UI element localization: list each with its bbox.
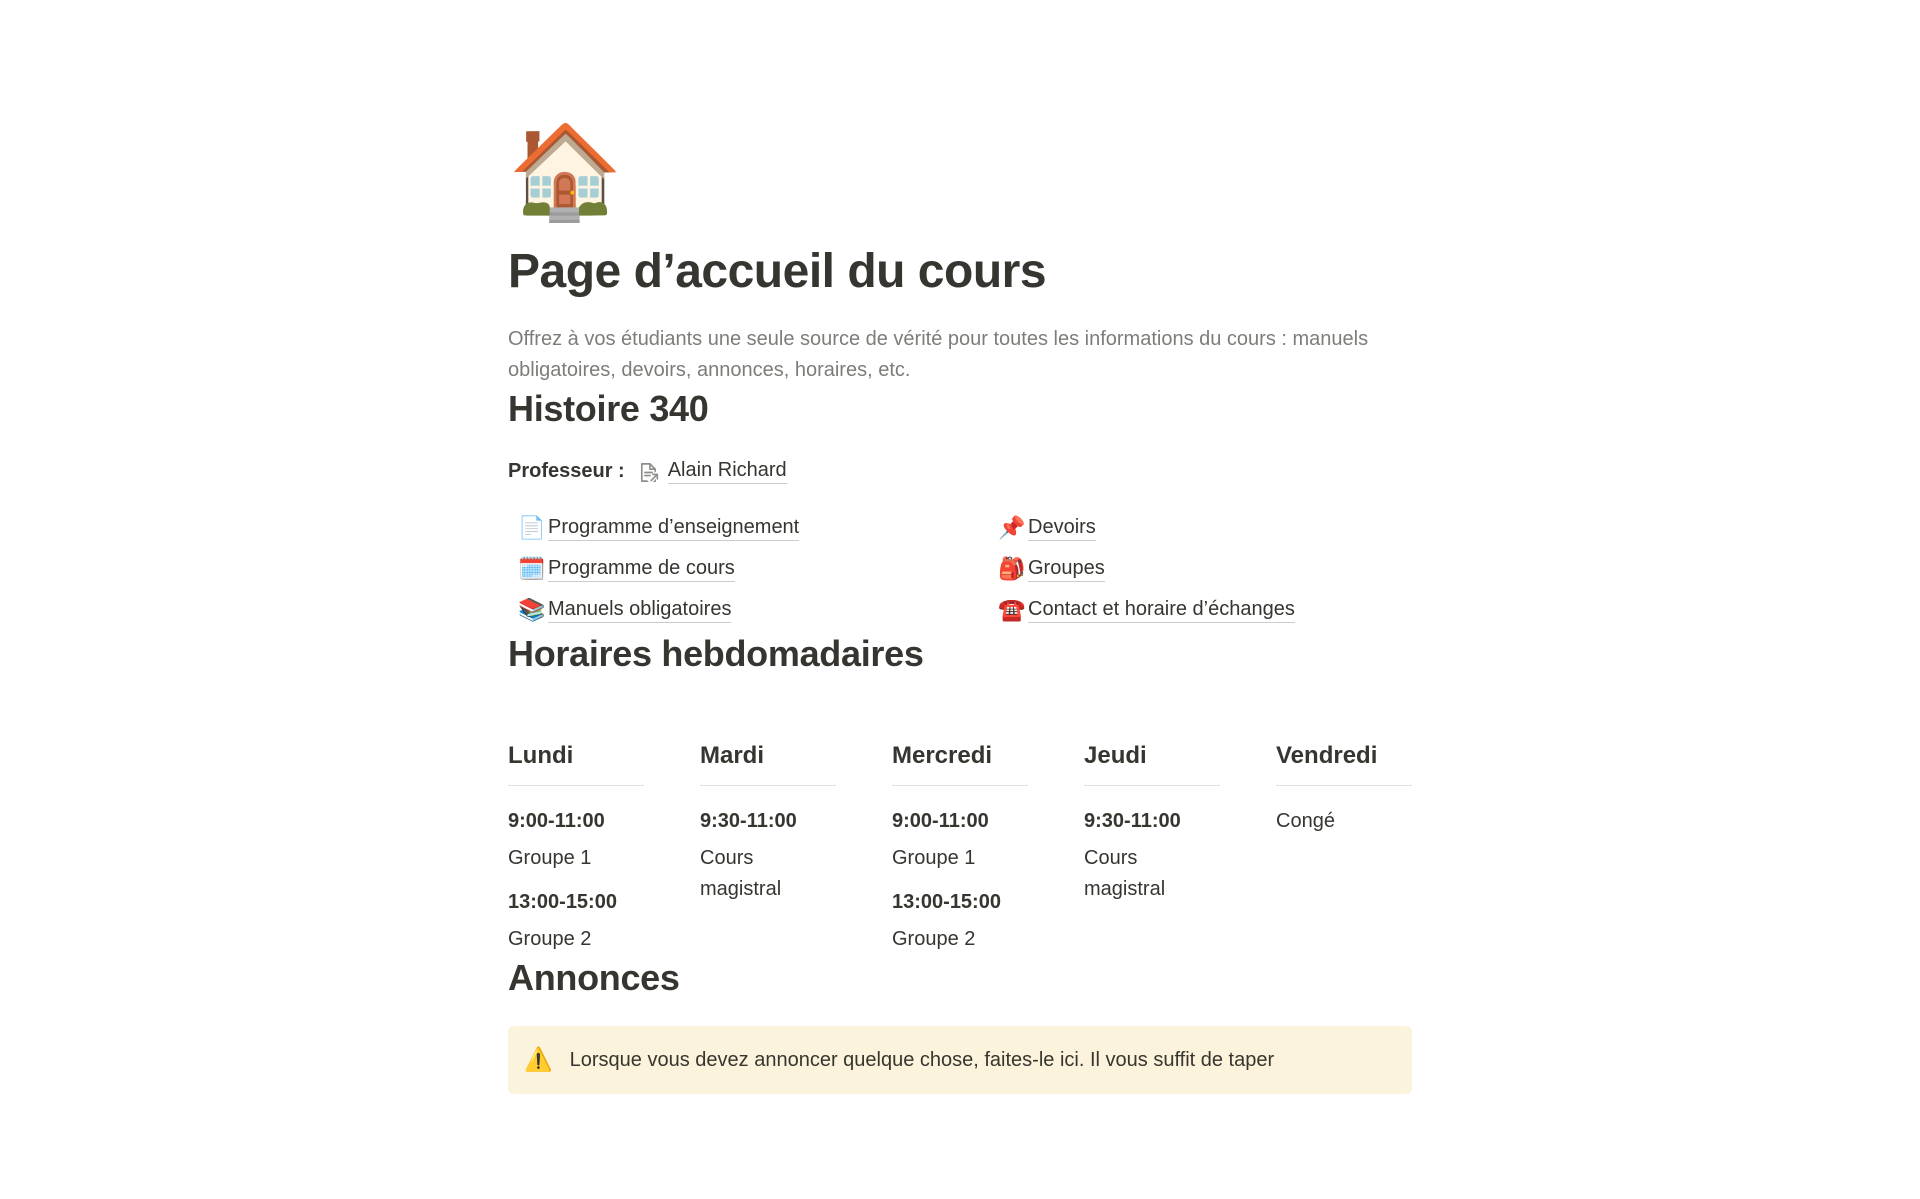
- groupes-link[interactable]: Groupes: [1028, 557, 1105, 582]
- devoirs-link[interactable]: Devoirs: [1028, 516, 1096, 541]
- schedule-slot: [892, 889, 1028, 955]
- link-row-programme-enseignement: [518, 508, 932, 549]
- slot-time: 9:30-11:00: [1084, 809, 1181, 832]
- announcement-callout: [508, 1026, 1412, 1094]
- page-facing-up-icon: 📄: [518, 515, 546, 541]
- slot-time: 13:00-15:00: [508, 890, 617, 913]
- schedule-slot: [892, 808, 1028, 874]
- link-row-programme-cours: [518, 549, 932, 590]
- telephone-icon: ☎️: [998, 597, 1026, 623]
- professor-label: Professeur :: [508, 459, 625, 482]
- books-icon: 📚: [518, 597, 546, 623]
- day-name: Jeudi: [1084, 741, 1147, 769]
- slot-time: 9:30-11:00: [700, 809, 797, 832]
- slot-time: 9:00-11:00: [892, 809, 989, 832]
- day-column-jeudi: [1084, 740, 1220, 955]
- announcements-heading: Annonces: [508, 956, 680, 998]
- link-row-contact: [998, 590, 1412, 631]
- spiral-calendar-icon: 🗓️: [518, 556, 546, 582]
- notion-page: [508, 0, 1412, 1094]
- slot-label: Congé: [1276, 809, 1335, 832]
- professor-line: [508, 459, 1412, 484]
- pushpin-icon: 📌: [998, 515, 1026, 541]
- day-column-mardi: [700, 740, 836, 955]
- course-links-left-column: [508, 508, 932, 631]
- schedule-slot: [700, 808, 836, 905]
- day-column-vendredi: [1276, 740, 1412, 955]
- link-row-manuels: [518, 590, 932, 631]
- house-emoji-page-icon[interactable]: 🏠: [508, 121, 623, 223]
- day-name: Lundi: [508, 741, 574, 769]
- slot-label: Groupe 2: [892, 927, 976, 950]
- schedule-heading: Horaires hebdomadaires: [508, 632, 924, 674]
- slot-time: 9:00-11:00: [508, 809, 605, 832]
- backpack-icon: 🎒: [998, 556, 1026, 582]
- announcement-callout-text: Lorsque vous devez annoncer quelque chose, faites-le ici. Il vous suffit de taper: [569, 1048, 1275, 1071]
- slot-time: 13:00-15:00: [892, 890, 1001, 913]
- manuels-obligatoires-link[interactable]: Manuels obligatoires: [548, 598, 731, 623]
- contact-horaires-link[interactable]: Contact et horaire d’échanges: [1028, 598, 1295, 623]
- course-links: [508, 508, 1412, 631]
- day-column-mercredi: [892, 740, 1028, 955]
- day-divider: [508, 785, 644, 786]
- page-link-icon: [637, 461, 660, 484]
- warning-icon: ⚠️: [524, 1045, 553, 1072]
- course-links-right-column: [988, 508, 1412, 631]
- day-name: Mercredi: [892, 741, 993, 769]
- day-name: Mardi: [700, 741, 765, 769]
- slot-label: Cours magistral: [1084, 846, 1166, 900]
- page-title: Page d’accueil du cours: [508, 244, 1047, 298]
- day-divider: [1084, 785, 1220, 786]
- slot-label: Cours magistral: [700, 846, 782, 900]
- schedule-slot: [508, 889, 644, 955]
- weekly-schedule: [508, 740, 1412, 955]
- slot-label: Groupe 2: [508, 927, 592, 950]
- programme-cours-link[interactable]: Programme de cours: [548, 557, 735, 582]
- day-divider: [1276, 785, 1412, 786]
- slot-label: Groupe 1: [508, 846, 592, 869]
- day-name: Vendredi: [1276, 741, 1378, 769]
- link-row-groupes: [998, 549, 1412, 590]
- course-heading: Histoire 340: [508, 388, 709, 430]
- day-column-lundi: [508, 740, 644, 955]
- link-row-devoirs: [998, 508, 1412, 549]
- programme-enseignement-link[interactable]: Programme d’enseignement: [548, 516, 799, 541]
- schedule-slot: [1084, 808, 1220, 905]
- day-divider: [892, 785, 1028, 786]
- page-description: Offrez à vos étudiants une seule source de vérité pour toutes les informations du cours : manuels obligatoires, devoirs, annonces, horaires, etc.: [508, 328, 1369, 382]
- day-divider: [700, 785, 836, 786]
- professor-page-link[interactable]: Alain Richard: [668, 459, 787, 484]
- schedule-slot: [508, 808, 644, 874]
- slot-label: Groupe 1: [892, 846, 976, 869]
